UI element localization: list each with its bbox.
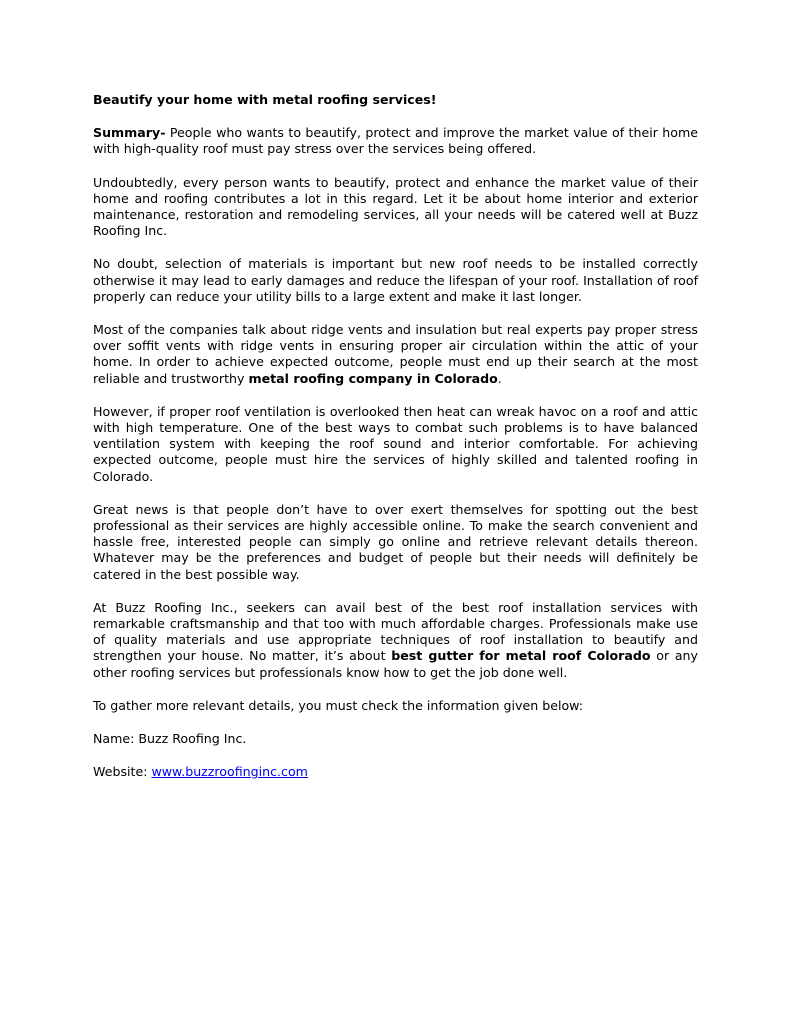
document-page — [93, 92, 698, 798]
paragraph-3-end: . — [497, 370, 502, 386]
paragraph-5: Great news is that people don’t have to over exert themselves for spotting out the best professional as their services are highly accessible online. To make the search convenient and hassle free, interested people can simply go online and retrieve relevant details thereon. Whatever may be the preferences and budget of people but their needs will definitely be catered in the best possible way. — [93, 501, 698, 582]
paragraph-6-bold-phrase: best gutter for metal roof Colorado — [391, 648, 651, 664]
paragraph-1: Undoubtedly, every person wants to beautify, protect and enhance the market value of their home and roofing contributes a lot in this regard. Let it be about home interior and exterior maintenance, restoration and remodeling services, all your needs will be catered well at Buzz Roofing Inc. — [93, 174, 698, 239]
summary-label: Summary- — [93, 125, 166, 141]
website-label: Website: — [93, 764, 152, 780]
summary-paragraph — [93, 125, 698, 157]
summary-text: People who wants to beautify, protect and improve the market value of their home with high-quality roof must pay stress over the services being offered. — [93, 125, 698, 157]
document-title: Beautify your home with metal roofing services! — [93, 92, 437, 107]
paragraph-3-bold-phrase: metal roofing company in Colorado — [248, 370, 498, 386]
paragraph-2: No doubt, selection of materials is important but new roof needs to be installed correctly otherwise it may lead to early damages and reduce the lifespan of your roof. Installation of roof properly can reduce your utility bills to a large extent and make it last longer. — [93, 256, 698, 304]
paragraph-6-text: At Buzz Roofing Inc., seekers can avail best of the best roof installation services with remarkable craftsmanship and that too with much affordable charges. Professionals make use of quality materials and use appropriate techniques of roof installation to beautify and strengthen your house. No matter, it’s about — [93, 599, 698, 664]
website-link[interactable]: www.buzzroofinginc.com — [151, 764, 308, 780]
paragraph-3-text: Most of the companies talk about ridge vents and insulation but real experts pay proper stress over soffit vents with ridge vents in ensuring proper air circulation within the attic of your home. In order to achieve expected outcome, people must end up their search at the most reliable and trustworthy — [93, 322, 698, 386]
name-line: Name: Buzz Roofing Inc. — [93, 731, 247, 747]
paragraph-7: To gather more relevant details, you must check the information given below: — [93, 697, 584, 713]
paragraph-4: However, if proper roof ventilation is overlooked then heat can wreak havoc on a roof and attic with high temperature. One of the best ways to combat such problems is to have balanced ventilation system with keeping the roof sound and interior comfortable. For achieving expected outcome, people must hire the services of highly skilled and talented roofing in Colorado. — [93, 403, 698, 484]
paragraph-3 — [93, 322, 698, 387]
paragraph-6-end: or any other roofing services but professionals know how to get the job done well. — [93, 648, 698, 680]
paragraph-6 — [93, 600, 698, 681]
website-line — [93, 764, 698, 780]
